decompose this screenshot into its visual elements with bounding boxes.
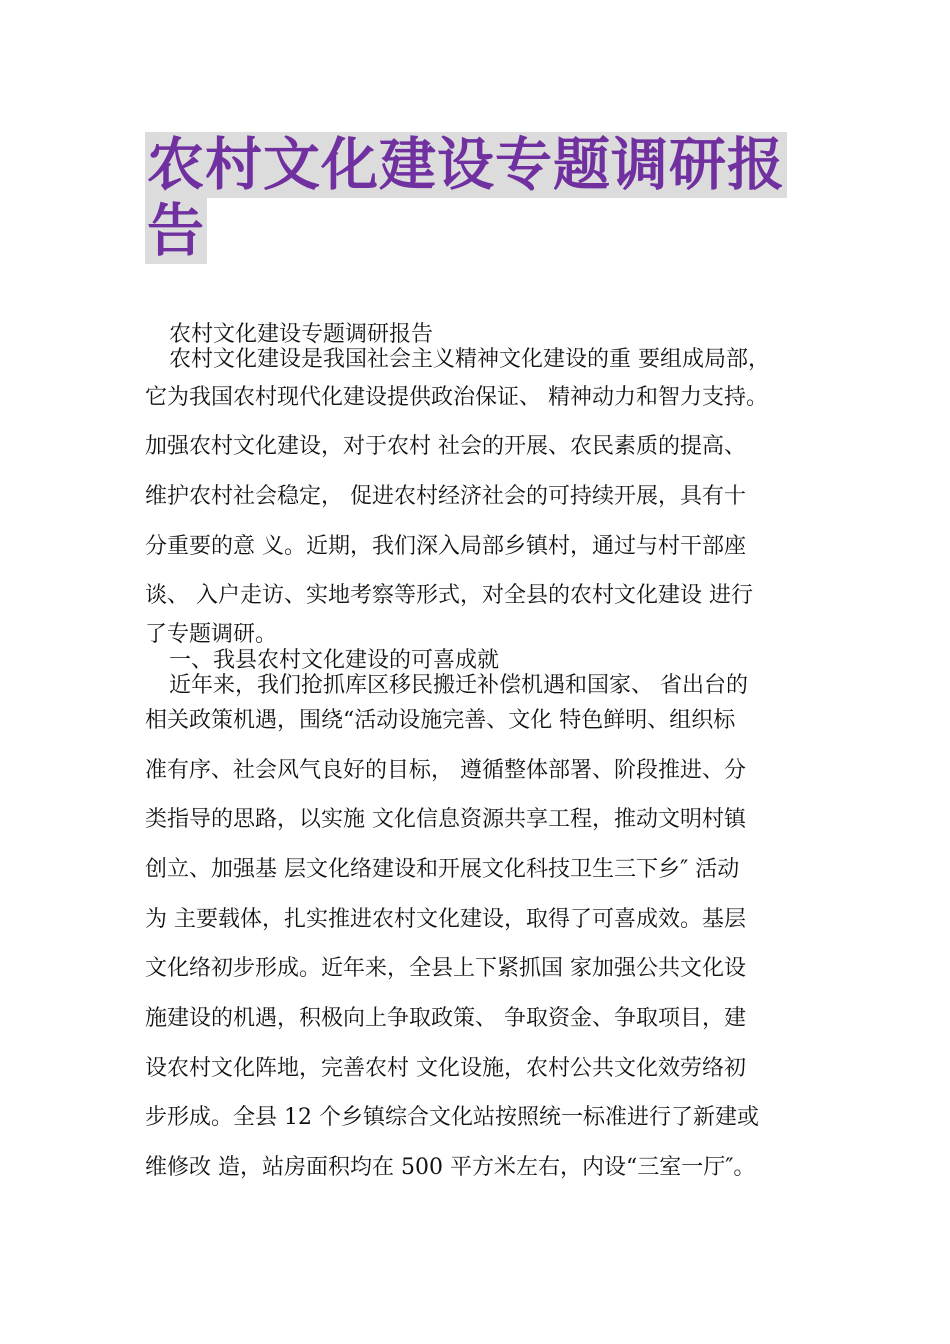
body-line: 了专题调研。 xyxy=(145,622,278,647)
subtitle-line: 农村文化建设专题调研报告 xyxy=(169,322,434,347)
body-line: 为 主要载体，扎实推进农村文化建设，取得了可喜成效。基层 xyxy=(145,907,746,932)
body-line: 加强农村文化建设，对于农村 社会的开展、农民素质的提高、 xyxy=(145,434,746,459)
body-line: 维护农村社会稳定， 促进农村经济社会的可持续开展，具有十 xyxy=(145,484,746,509)
body-line: 类指导的思路，以实施 文化信息资源共享工程，推动文明村镇 xyxy=(145,807,746,832)
body-line: 维修改 造，站房面积均在 500 平方米左右，内设“三室一厅″。 xyxy=(145,1155,756,1180)
title-line-2: 告 xyxy=(147,198,205,264)
title-line-1: 农村文化建设专题调研报 xyxy=(147,132,785,198)
section-heading: 一、我县农村文化建设的可喜成就 xyxy=(169,648,500,673)
body-line: 农村文化建设是我国社会主义精神文化建设的重 要组成局部， xyxy=(169,347,770,372)
body-line: 施建设的机遇，积极向上争取政策、 争取资金、争取项目，建 xyxy=(145,1006,746,1031)
body-line: 创立、加强基 层文化络建设和开展文化科技卫生三下乡″ 活动 xyxy=(145,857,740,882)
body-line: 分重要的意 义。近期，我们深入局部乡镇村，通过与村干部座 xyxy=(145,534,746,559)
body-line: 文化络初步形成。近年来，全县上下紧抓国 家加强公共文化设 xyxy=(145,956,746,981)
body-line: 谈、 入户走访、实地考察等形式，对全县的农村文化建设 进行 xyxy=(145,583,753,608)
body-line: 设农村文化阵地，完善农村 文化设施，农村公共文化效劳络初 xyxy=(145,1056,746,1081)
body-line: 相关政策机遇，围绕“活动设施完善、文化 特色鲜明、组织标 xyxy=(145,708,736,733)
body-line: 它为我国农村现代化建设提供政治保证、 精神动力和智力支持。 xyxy=(145,385,768,410)
document-title xyxy=(145,132,825,264)
body-line: 步形成。全县 12 个乡镇综合文化站按照统一标准进行了新建或 xyxy=(145,1105,759,1130)
body-line: 准有序、社会风气良好的目标， 遵循整体部署、阶段推进、分 xyxy=(145,758,746,783)
body-line: 近年来，我们抢抓库区移民搬迁补偿机遇和国家、 省出台的 xyxy=(169,673,748,698)
